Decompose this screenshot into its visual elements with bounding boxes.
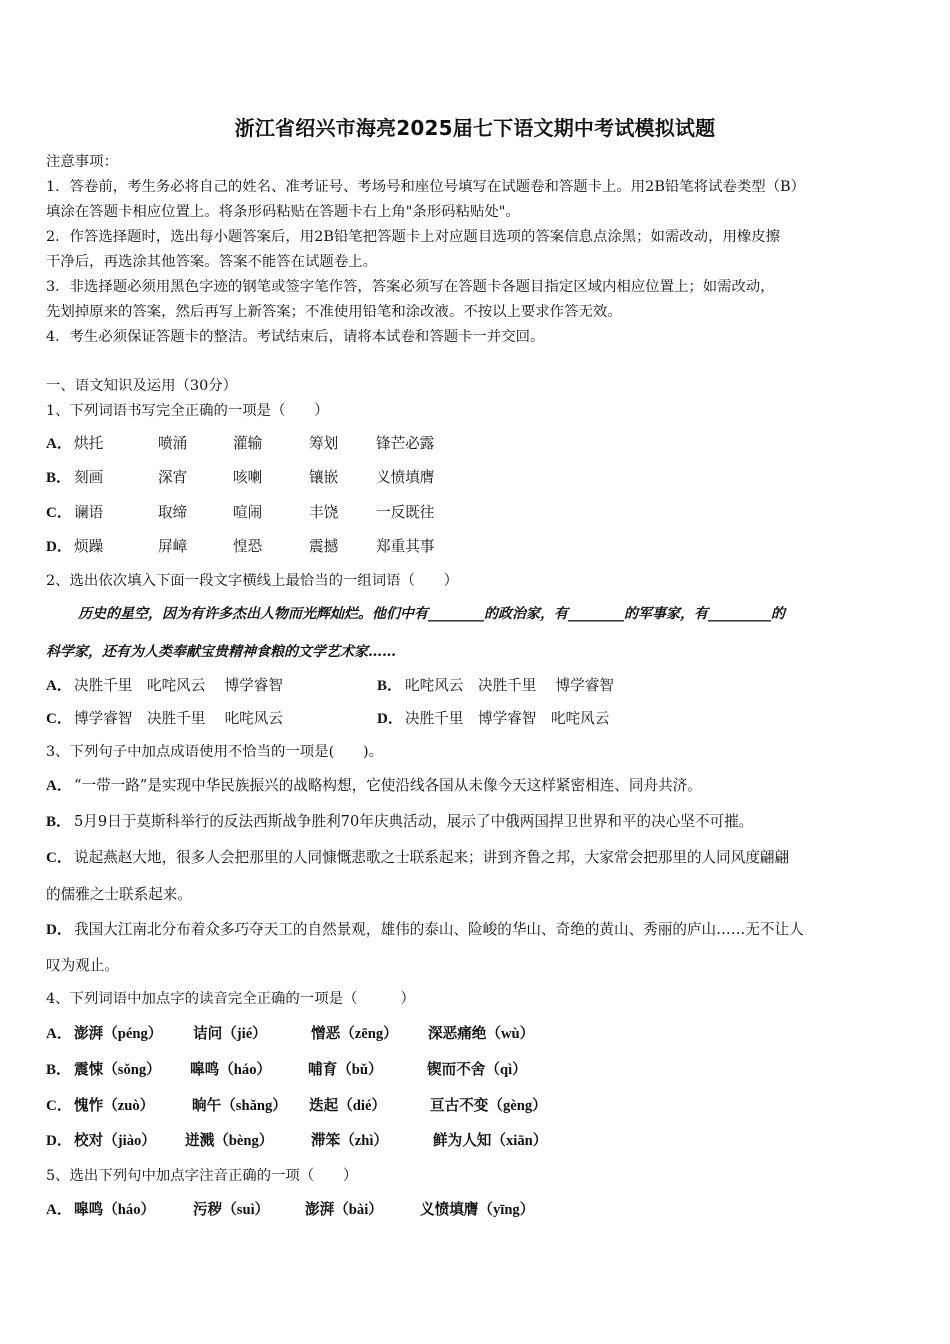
option-label: D．: [46, 539, 72, 555]
option-text: 决胜千里 叱咤风云 博学睿智: [74, 677, 283, 694]
question-2-stem: 2、选出依次填入下面一段文字横线上最恰当的一组词语（ ）: [46, 573, 459, 589]
option-label: A．: [46, 678, 72, 694]
option-item: 哺育（bǔ）: [308, 1062, 383, 1078]
option-word: 取缔: [158, 504, 188, 521]
section-heading: 一、语文知识及运用（30分）: [46, 378, 237, 394]
option-item: 愧怍（zuò）: [74, 1098, 155, 1114]
page-title: 浙江省绍兴市海亮2025届七下语文期中考试模拟试题: [234, 116, 716, 140]
option-item: 诘问（jié）: [193, 1026, 267, 1042]
option-label: B．: [46, 814, 72, 830]
question-2-passage: 历史的星空，因为有许多杰出人物而光辉灿烂。他们中有________的政治家，有________的军事家，有_________的: [78, 606, 785, 622]
option-item: 校对（jiào）: [74, 1133, 156, 1149]
option-item: 嗥鸣（háo）: [190, 1062, 272, 1078]
option-item: 鲜为人知（xiān）: [433, 1133, 548, 1149]
question-4-stem: 4、下列词语中加点字的读音完全正确的一项是（ ）: [46, 991, 415, 1007]
option-text: 5月9日于莫斯科举行的反法西斯战争胜利70年庆典活动，展示了中俄两国捍卫世界和平的决心坚不可摧。: [74, 813, 754, 830]
option-text: 叹为观止。: [46, 957, 119, 974]
option-item: 锲而不舍（qì）: [427, 1062, 527, 1078]
option-label: D．: [377, 711, 403, 727]
option-item: 嗥鸣（háo）: [74, 1202, 156, 1218]
option-item: 迸溅（bèng）: [185, 1133, 274, 1149]
option-word: 丰饶: [309, 504, 339, 521]
notice-line: 3．非选择题必须用黑色字迹的钢笔或签字笔作答，答案必须写在答题卡各题目指定区域内相应位置上；如需改动，: [46, 279, 775, 295]
option-item: 澎湃（péng）: [74, 1026, 163, 1042]
notice-line: 2．作答选择题时，选出每小题答案后，用2B铅笔把答题卡上对应题目选项的答案信息点涂黑；如需改动，用橡皮擦: [46, 229, 781, 245]
option-word: 郑重其事: [376, 538, 435, 555]
option-item: 澎湃（bài）: [305, 1202, 383, 1218]
option-text: “一带一路”是实现中华民族振兴的战略构想，它使沿线各国从未像今天这样紧密相连、同舟共济。: [74, 777, 702, 794]
notice-line: 干净后，再选涂其他答案。答案不能答在试题卷上。: [46, 254, 377, 270]
option-word: 咳喇: [233, 469, 263, 486]
option-word: 烦躁: [74, 538, 104, 555]
option-word: 喷涌: [158, 435, 188, 452]
option-text: 博学睿智 决胜千里 叱咤风云: [74, 710, 283, 727]
option-text: 我国大江南北分布着众多巧夺天工的自然景观，雄伟的泰山、险峻的华山、奇绝的黄山、秀丽的庐山……无不让人: [74, 921, 804, 938]
option-word: 灌输: [233, 435, 263, 452]
option-item: 迭起（dié）: [309, 1098, 387, 1114]
question-1-stem: 1、下列词语书写完全正确的一项是（ ）: [46, 403, 329, 419]
option-text: 的儒雅之士联系起来。: [46, 886, 192, 903]
option-word: 锋芒必露: [376, 435, 435, 452]
option-text: 叱咤风云 决胜千里 博学睿智: [405, 677, 614, 694]
question-2-passage: 科学家，还有为人类奉献宝贵精神食粮的文学艺术家……: [46, 644, 396, 660]
option-word: 谰语: [74, 504, 104, 521]
option-word: 镶嵌: [309, 469, 339, 486]
notice-line: 先划掉原来的答案，然后再写上新答案；不准使用铅笔和涂改液。不按以上要求作答无效。: [46, 304, 622, 320]
option-item: 深恶痛绝（wù）: [428, 1026, 535, 1042]
question-3-stem: 3、下列句子中加点成语使用不恰当的一项是( )。: [46, 744, 383, 760]
notice-line: 4．考生必须保证答题卡的整洁。考试结束后，请将本试卷和答题卡一并交回。: [46, 329, 545, 345]
option-word: 筹划: [309, 435, 339, 452]
option-item: 污秽（suì）: [193, 1202, 270, 1218]
option-label: B．: [46, 1062, 72, 1078]
option-word: 深宵: [158, 469, 188, 486]
option-label: C．: [46, 850, 72, 866]
option-word: 屏嶂: [158, 538, 188, 555]
option-label: D．: [46, 1133, 72, 1149]
option-label: D．: [46, 922, 72, 938]
option-label: B．: [377, 678, 403, 694]
option-item: 晌午（shǎng）: [192, 1098, 287, 1114]
option-word: 义愤填膺: [376, 469, 435, 486]
option-word: 惶恐: [233, 538, 263, 555]
option-label: A．: [46, 778, 72, 794]
option-label: C．: [46, 505, 72, 521]
option-label: A．: [46, 436, 72, 452]
option-item: 滞笨（zhì）: [311, 1133, 389, 1149]
option-word: 一反既往: [376, 504, 435, 521]
option-text: 说起燕赵大地，很多人会把那里的人同慷慨悲歌之士联系起来；讲到齐鲁之邦，大家常会把那里的人同风度翩翩: [74, 849, 790, 866]
option-label: C．: [46, 711, 72, 727]
notice-line: 填涂在答题卡相应位置上。将条形码粘贴在答题卡右上角"条形码粘贴处"。: [46, 204, 520, 220]
question-5-stem: 5、选出下列句中加点字注音正确的一项（ ）: [46, 1168, 358, 1184]
option-word: 喧闹: [233, 504, 263, 521]
option-item: 震悚（sǒng）: [74, 1062, 161, 1078]
option-item: 义愤填膺（yīng）: [420, 1202, 535, 1218]
notice-heading: 注意事项：: [46, 154, 118, 170]
option-item: 亘古不变（gèng）: [430, 1098, 547, 1114]
option-word: 震撼: [309, 538, 339, 555]
option-word: 烘托: [74, 435, 104, 452]
option-word: 刻画: [74, 469, 104, 486]
option-label: A．: [46, 1026, 72, 1042]
option-label: C．: [46, 1098, 72, 1114]
option-label: B．: [46, 470, 72, 486]
option-text: 决胜千里 博学睿智 叱咤风云: [405, 710, 610, 727]
notice-line: 1．答卷前，考生务必将自己的姓名、准考证号、考场号和座位号填写在试题卷和答题卡上。用2B铅笔将试卷类型（B）: [46, 179, 805, 195]
option-item: 憎恶（zēng）: [311, 1026, 398, 1042]
option-label: A．: [46, 1202, 72, 1218]
